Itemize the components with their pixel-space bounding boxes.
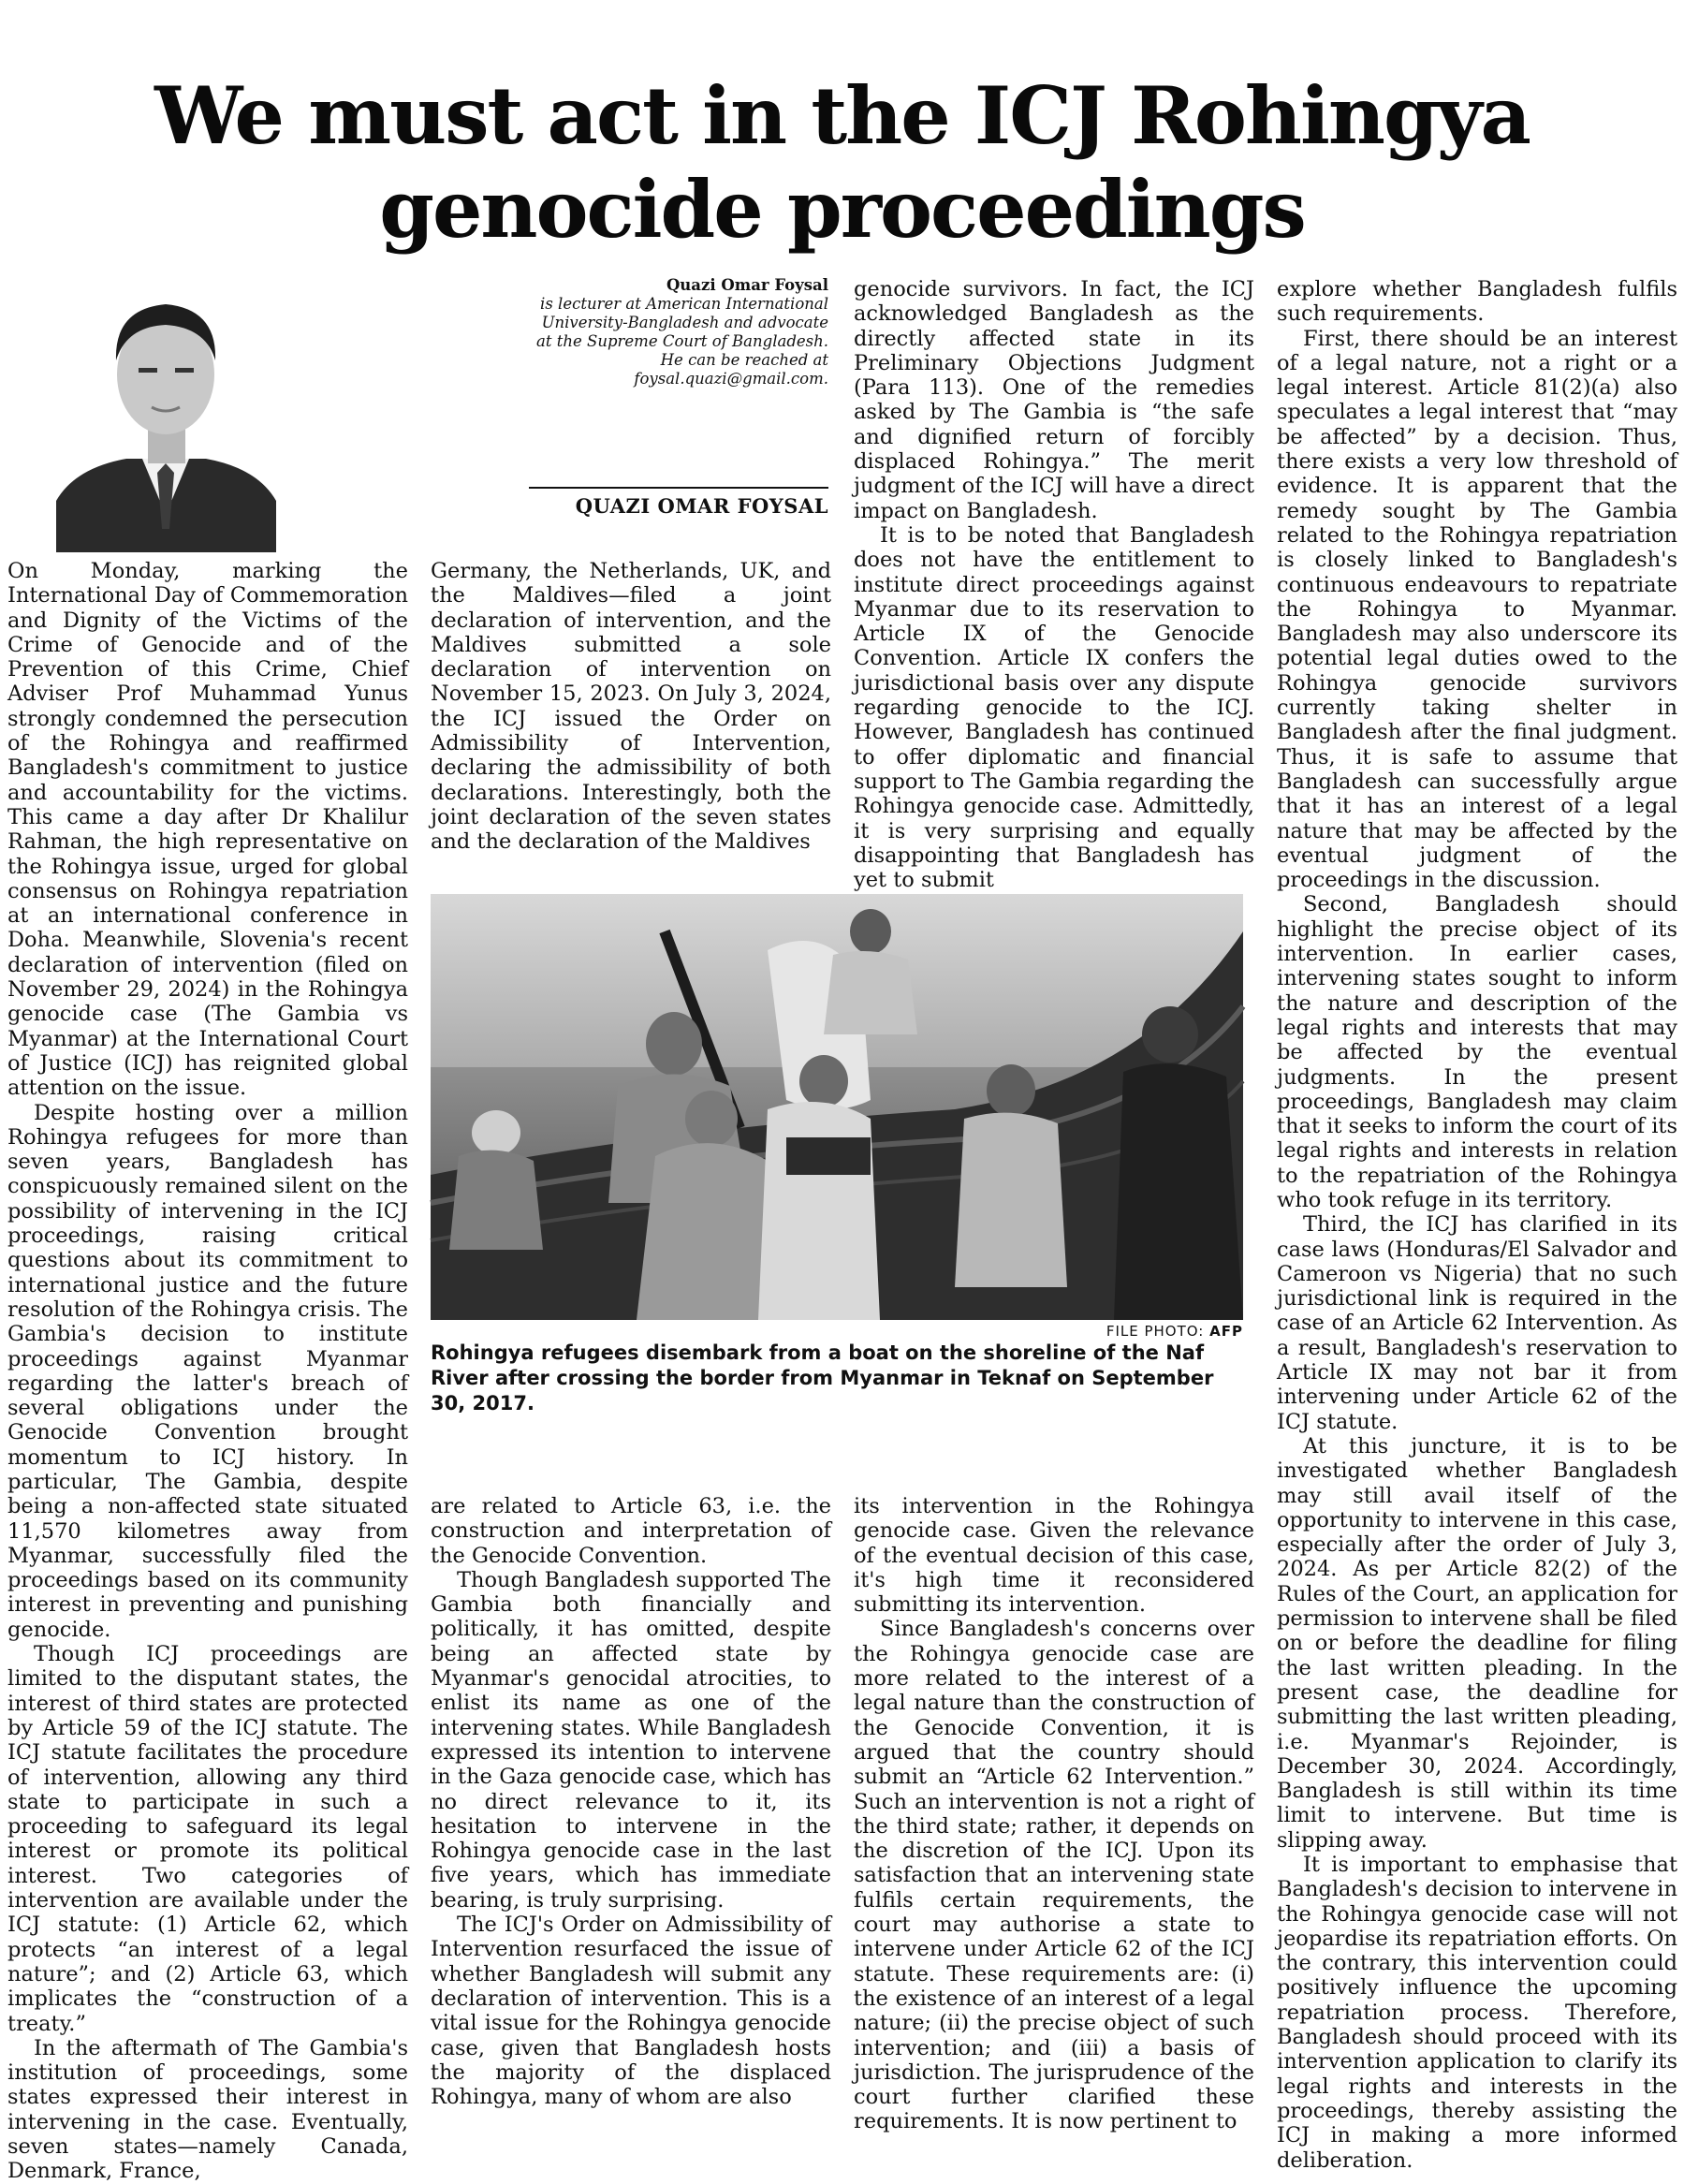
paragraph: Though ICJ proceedings are limited to the disputant states, the interest of third states are protected by Article 59 of the ICJ statute. The ICJ statute facilitates the procedure of intervention, allowing any third state to participate in such a proceeding to safeguard its legal interest or promote its political interest. Two categories of intervention are available under the ICJ statute: (1) Article 62, which protects “an interest of a legal nature”; and (2) Article 63, which implicates the “construction of a treaty.”: [7, 1642, 408, 2036]
paragraph: are related to Article 63, i.e. the construction and interpretation of the Genocide Convention.: [431, 1494, 831, 1568]
column-2-top: [431, 559, 831, 877]
paragraph: genocide survivors. In fact, the ICJ acknowledged Bangladesh as the directly affected state in its Preliminary Objections Judgment (Para 113). One of the remedies asked by The Gambia is “the safe and dignified return of forcibly displaced Rohingya.” The merit judgment of the ICJ will have a direct impact on Bangladesh.: [854, 277, 1254, 523]
headline: We must act in the ICJ Rohingya genocide proceedings: [154, 69, 1530, 257]
news-photo: [431, 894, 1243, 1320]
byline: QUAZI OMAR FOYSAL: [575, 494, 828, 518]
paragraph: explore whether Bangladesh fulfils such requirements.: [1277, 277, 1677, 327]
paragraph: Germany, the Netherlands, UK, and the Maldives—filed a joint declaration of intervention, and the Maldives submitted a sole declaration of intervention on November 15, 2023. On July 3, 2024, the ICJ issued the Order on Admissibility of Intervention, declaring the admissibility of both declarations. Interestingly, both the joint declaration of the seven states and the declaration of the Maldives: [431, 559, 831, 855]
paragraph: The ICJ's Order on Admissibility of Intervention resurfaced the issue of whether Bangladesh will submit any declaration of intervention. This is a vital issue for the Rohingya genocide case, given that Bangladesh hosts the majority of the displaced Rohingya, many of whom are also: [431, 1913, 831, 2110]
photo-credit: [431, 1323, 1243, 1340]
column-2-bottom: [431, 1494, 831, 2155]
paragraph: Third, the ICJ has clarified in its case laws (Honduras/El Salvador and Cameroon vs Nigeria) that no such jurisdictional link is required in the case of an Article 62 Intervention. As a result, Bangladesh's reservation to Article IX may not bar it from intervening under Article 62 of the ICJ statute.: [1277, 1212, 1677, 1434]
paragraph: Despite hosting over a million Rohingya refugees for more than seven years, Bangladesh has conspicuously remained silent on the possibility of intervening in the ICJ proceedings, raising critical questions about its commitment to international justice and the future resolution of the Rohingya crisis. The Gambia's decision to institute proceedings against Myanmar regarding the latter's breach of several obligations under the Genocide Convention brought momentum to ICJ history. In particular, The Gambia, despite being a non-affected state situated 11,570 kilometres away from Myanmar, successfully filed the proceedings based on its community interest in preventing and punishing genocide.: [7, 1100, 408, 1642]
byline-rule: [529, 487, 828, 489]
author-bio: [524, 276, 828, 388]
column-3-top: [854, 277, 1254, 893]
paragraph: Though Bangladesh supported The Gambia both financially and politically, it has omitted, despite being an affected state by Myanmar's genocidal atrocities, to enlist its name as one of the intervening states. While Bangladesh expressed its intention to intervene in the Gaza genocide case, which has no direct relevance to it, its hesitation to intervene in the Rohingya genocide case in the last five years, which has immediate bearing, is truly surprising.: [431, 1567, 831, 1913]
paragraph: It is important to emphasise that Bangladesh's decision to intervene in the Rohingya genocide case will not jeopardise its repatriation efforts. On the contrary, this intervention could positively influence the upcoming repatriation process. Therefore, Bangladesh should proceed with its intervention application to clarify its legal rights and interests in the proceedings, thereby assisting the ICJ in making a more informed deliberation.: [1277, 1853, 1677, 2173]
photo-credit-label: FILE PHOTO:: [1106, 1323, 1205, 1340]
author-bio-text: is lecturer at American International University-Bangladesh and advocate at the Supreme Court of Bangladesh. He can be reached at foysal.quazi@gmail.com.: [536, 295, 828, 388]
author-portrait: [56, 267, 276, 552]
column-4: [1277, 277, 1677, 2173]
photo-caption: Rohingya refugees disembark from a boat on the shoreline of the Naf River after crossing the border from Myanmar in Teknaf on September 30, 2017.: [431, 1341, 1214, 1414]
paragraph: On Monday, marking the International Day of Commemoration and Dignity of the Victims of the Crime of Genocide and of the Prevention of this Crime, Chief Adviser Prof Muhammad Yunus strongly condemned the persecution of the Rohingya and reaffirmed Bangladesh's commitment to justice and accountability for the victims. This came a day after Dr Khalilur Rahman, the high representative on the Rohingya issue, urged for global consensus on Rohingya repatriation at an international conference in Doha. Meanwhile, Slovenia's recent declaration of intervention (filed on November 29, 2024) in the Rohingya genocide case (The Gambia vs Myanmar) at the International Court of Justice (ICJ) has reignited global attention on the issue.: [7, 559, 408, 1101]
paragraph: In the aftermath of The Gambia's institution of proceedings, some states expressed their interest in intervening in the case. Eventually, seven states—namely Canada, Denmark, France,: [7, 2035, 408, 2184]
paragraph: It is to be noted that Bangladesh does not have the entitlement to institute direct proceedings against Myanmar due to its reservation to Article IX of the Genocide Convention. Article IX confers the jurisdictional basis over any dispute regarding genocide to the ICJ. However, Bangladesh has continued to offer diplomatic and financial support to The Gambia regarding the Rohingya genocide case. Admittedly, it is very surprising and equally disappointing that Bangladesh has yet to submit: [854, 522, 1254, 893]
column-1: [7, 559, 408, 2184]
column-3-bottom: [854, 1494, 1254, 2155]
paragraph: Second, Bangladesh should highlight the precise object of its intervention. In earlier cases, intervening states sought to inform the nature and description of the legal rights and interests that may be affected by the eventual judgments. In the present proceedings, Bangladesh may claim that it seeks to inform the court of its legal rights and interests in relation to the repatriation of the Rohingya who took refuge in its territory.: [1277, 892, 1677, 1212]
paragraph: its intervention in the Rohingya genocide case. Given the relevance of the eventual decision of this case, it's high time it reconsidered submitting its intervention.: [854, 1494, 1254, 1618]
paragraph: Since Bangladesh's concerns over the Rohingya genocide case are more related to the interest of a legal nature than the construction of the Genocide Convention, it is argued that the country should submit an “Article 62 Intervention.” Such an intervention is not a right of the third state; rather, it depends on the discretion of the ICJ. Upon its satisfaction that an intervening state fulfils certain requirements, the court may authorise a state to intervene under Article 62 of the ICJ statute. These requirements are: (i) the existence of an interest of a legal nature; (ii) the precise object of such intervention; and (iii) a basis of jurisdiction. The jurisprudence of the court further clarified these requirements. It is now pertinent to: [854, 1617, 1254, 2134]
paragraph: First, there should be an interest of a legal nature, not a right or a legal interest. Article 81(2)(a) also speculates a legal interest that “may be affected” by a decision. Thus, there exists a very low threshold of evidence. It is apparent that the remedy sought by The Gambia related to the Rohingya repatriation is closely linked to Bangladesh's continuous endeavours to repatriate the Rohingya to Myanmar. Bangladesh may also underscore its potential legal duties owed to the Rohingya genocide survivors currently taking shelter in Bangladesh after the final judgment. Thus, it is safe to assume that Bangladesh can successfully argue that it has an interest of a legal nature that may be affected by the eventual judgment of the proceedings in the discussion.: [1277, 326, 1677, 893]
paragraph: At this juncture, it is to be investigated whether Bangladesh may still avail itself of the opportunity to intervene in this case, especially after the order of July 3, 2024. As per Article 82(2) of the Rules of the Court, an application for permission to intervene shall be filed on or before the deadline for filing the last written pleading. In the present case, the deadline for submitting the last written pleading, i.e. Myanmar's Rejoinder, is December 30, 2024. Accordingly, Bangladesh is still within its time limit to intervene. But time is slipping away.: [1277, 1433, 1677, 1853]
photo-credit-source: AFP: [1209, 1323, 1243, 1340]
author-name: Quazi Omar Foysal: [666, 276, 828, 294]
